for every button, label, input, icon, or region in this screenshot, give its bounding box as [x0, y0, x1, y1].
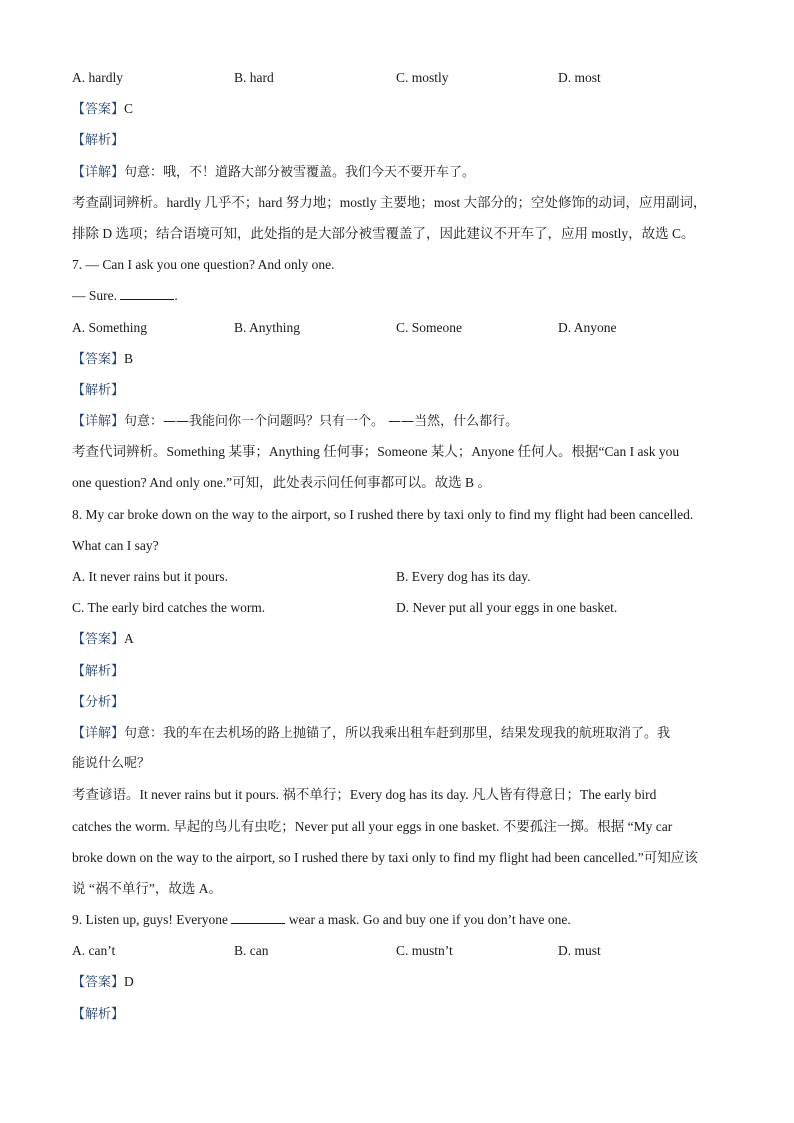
q9-stem-prefix: 9. Listen up, guys! Everyone: [72, 912, 232, 928]
q6-explain-line: 考查副词辨析。hardly 几乎不；hard 努力地；mostly 主要地；most 大部分的；空处修饰的动词，应用副词，: [72, 194, 707, 210]
q9-stem: [72, 904, 724, 935]
document-page: [72, 62, 724, 1029]
answer-value: B: [124, 350, 134, 366]
q8-detail-line: 能说什么呢？: [72, 756, 151, 772]
q8-explain-line: catches the worm. 早起的鸟儿有虫吃；Never put all your eggs in one basket. 不要孤注一掷。根据 “My car: [72, 818, 673, 834]
detail-text: 句意：——我能问你一个问题吗？只有一个。 ——当然，什么都行。: [124, 414, 519, 430]
q8-explain-line: 说 “祸不单行”，故选 A。: [72, 880, 222, 896]
q8-explain-line: 考查谚语。It never rains but it pours. 祸不单行；Every dog has its day. 凡人皆有得意日；The early bird: [72, 787, 657, 803]
q7-explain-line: one question? And only one.”可知，此处表示问任何事都可以。故选 B 。: [72, 475, 491, 491]
q7-reply: [72, 280, 724, 311]
q9-option-b: B. can: [234, 943, 269, 959]
detail-text: 句意：我的车在去机场的路上抛锚了，所以我乘出租车赶到那里，结果发现我的航班取消了。我: [124, 725, 671, 741]
q7-reply-suffix: .: [174, 288, 178, 304]
q8-option-d: D. Never put all your eggs in one basket.: [396, 600, 618, 616]
analysis-tag: 【解析】: [72, 1006, 125, 1022]
q6-analysis: [72, 124, 724, 155]
answer-blank: [120, 285, 174, 300]
q7-reply-prefix: — Sure.: [72, 288, 121, 304]
q8-analysis: [72, 655, 724, 686]
q7-option-b: B. Anything: [234, 319, 301, 335]
q9-answer: [72, 966, 724, 997]
answer-blank: [231, 909, 285, 924]
q7-options: [72, 312, 724, 343]
q7-option-c: C. Someone: [396, 319, 462, 335]
q8-option-c: C. The early bird catches the worm.: [72, 600, 266, 616]
q6-option-c: C. mostly: [396, 70, 449, 85]
answer-tag: 【答案】: [72, 632, 125, 648]
q9-option-c: C. mustn’t: [396, 943, 453, 959]
q9-option-a: A. can’t: [72, 943, 116, 959]
q6-options: [72, 62, 724, 93]
answer-tag: 【答案】: [72, 975, 125, 991]
q8-option-b: B. Every dog has its day.: [396, 569, 531, 584]
q7-stem: 7. — Can I ask you one question? And only one.: [72, 257, 335, 273]
q7-detail: [72, 405, 724, 436]
q6-explain-line: 排除 D 选项；结合语境可知，此处指的是大部分被雪覆盖了，因此建议不开车了，应用 mostly，故选 C。: [72, 225, 695, 241]
q6-answer: [72, 93, 724, 124]
q6-detail: [72, 156, 724, 187]
q6-option-d: D. most: [558, 70, 601, 85]
q6-option-a: A. hardly: [72, 70, 123, 85]
q7-answer: [72, 343, 724, 374]
q7-explain-line: 考查代词辨析。Something 某事；Anything 任何事；Someone 某人；Anyone 任何人。根据“Can I ask you: [72, 444, 680, 460]
detail-tag: 【详解】: [72, 414, 125, 430]
detail-tag: 【详解】: [72, 725, 125, 741]
detail-text: 句意：哦，不！道路大部分被雪覆盖。我们今天不要开车了。: [124, 164, 476, 180]
q8-stem-line: What can I say?: [72, 537, 159, 553]
detail-tag: 【详解】: [72, 164, 125, 180]
answer-value: D: [124, 974, 134, 990]
q8-option-a: A. It never rains but it pours.: [72, 569, 228, 584]
q9-options: [72, 935, 724, 966]
answer-value: A: [124, 631, 134, 647]
analysis-tag: 【解析】: [72, 663, 125, 679]
q8-options-row: [72, 561, 724, 592]
q8-detail: [72, 717, 724, 748]
analysis-tag: 【解析】: [72, 382, 125, 398]
fenxi-tag: 【分析】: [72, 694, 125, 710]
q7-option-a: A. Something: [72, 319, 148, 335]
q9-analysis: [72, 998, 724, 1029]
q8-options-row: [72, 592, 724, 623]
answer-tag: 【答案】: [72, 102, 125, 118]
analysis-tag: 【解析】: [72, 133, 125, 149]
q8-stem-line: 8. My car broke down on the way to the airport, so I rushed there by taxi only to find my flight had been cancelled.: [72, 506, 694, 522]
q7-analysis: [72, 374, 724, 405]
answer-tag: 【答案】: [72, 351, 125, 367]
q9-stem-suffix: wear a mask. Go and buy one if you don’t have one.: [285, 912, 571, 928]
q9-option-d: D. must: [558, 943, 601, 959]
q8-answer: [72, 623, 724, 654]
q6-option-b: B. hard: [234, 70, 274, 85]
q8-explain-line: broke down on the way to the airport, so I rushed there by taxi only to find my flight had been cancelled.”可知应该: [72, 849, 698, 865]
q7-option-d: D. Anyone: [558, 319, 617, 335]
answer-value: C: [124, 101, 134, 117]
q8-fenxi: [72, 686, 724, 717]
